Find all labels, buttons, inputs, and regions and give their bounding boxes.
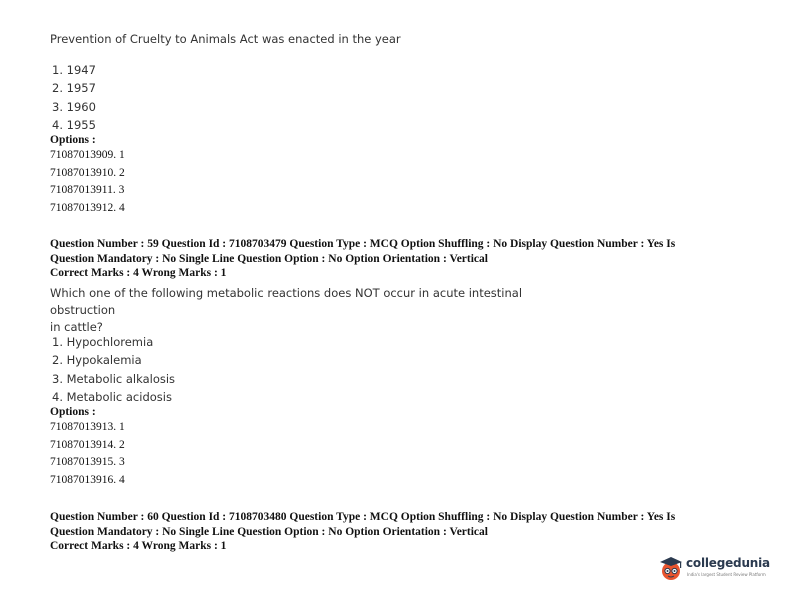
option-id: 71087013910. 2: [50, 166, 125, 179]
option-item: 2. 1957: [52, 81, 96, 96]
option-id: 71087013914. 2: [50, 438, 125, 451]
graduate-mascot-icon: [658, 554, 684, 582]
question-60-meta: [50, 510, 750, 554]
question-59-option-ids: [50, 419, 125, 489]
collegedunia-logo: [658, 552, 770, 586]
option-id: 71087013911. 3: [50, 184, 125, 196]
question-58-text: Prevention of Cruelty to Animals Act was enacted in the year: [50, 32, 401, 46]
option-item: 3. Metabolic alkalosis: [52, 371, 176, 386]
question-59-options: [52, 333, 175, 406]
option-id: 71087013912. 4: [50, 201, 125, 214]
option-id: 71087013915. 3: [50, 456, 125, 468]
option-item: 2. Hypokalemia: [52, 353, 142, 368]
question-59-text: [50, 285, 570, 336]
question-58-option-ids: [50, 147, 125, 217]
question-59-options-heading: Options :: [50, 406, 96, 418]
option-item: 4. 1955: [52, 117, 96, 132]
question-60-meta-line2: Question Mandatory : No Single Line Question Option : No Option Orientation : Vertical: [50, 525, 488, 538]
option-item: 3. 1960: [52, 99, 96, 114]
question-59-text-line1: Which one of the following metabolic reactions does NOT occur in acute intestinal obstruction: [50, 286, 523, 317]
option-item: 1. Hypochloremia: [52, 335, 154, 349]
question-60-meta-line1: Question Number : 60 Question Id : 7108703480 Question Type : MCQ Option Shuffling : No Display Question Number : Yes Is: [50, 511, 676, 523]
question-59-text-line2: in cattle?: [50, 320, 103, 334]
question-59-marks: Correct Marks : 4 Wrong Marks : 1: [50, 267, 227, 279]
option-id: 71087013909. 1: [50, 149, 125, 161]
logo-tagline: India's largest Student Review Platform: [687, 572, 766, 577]
option-id: 71087013916. 4: [50, 473, 125, 486]
question-59-meta-line1: Question Number : 59 Question Id : 7108703479 Question Type : MCQ Option Shuffling : No Display Question Number : Yes Is: [50, 238, 676, 250]
question-58-options: [52, 61, 96, 134]
option-id: 71087013913. 1: [50, 421, 125, 433]
option-item: 4. Metabolic acidosis: [52, 389, 172, 404]
question-58-options-heading: Options :: [50, 134, 96, 146]
question-60-marks: Correct Marks : 4 Wrong Marks : 1: [50, 540, 227, 552]
logo-name: collegedunia: [686, 556, 770, 570]
option-item: 1. 1947: [52, 63, 96, 77]
question-59-meta: [50, 237, 750, 281]
question-59-meta-line2: Question Mandatory : No Single Line Question Option : No Option Orientation : Vertical: [50, 252, 488, 265]
